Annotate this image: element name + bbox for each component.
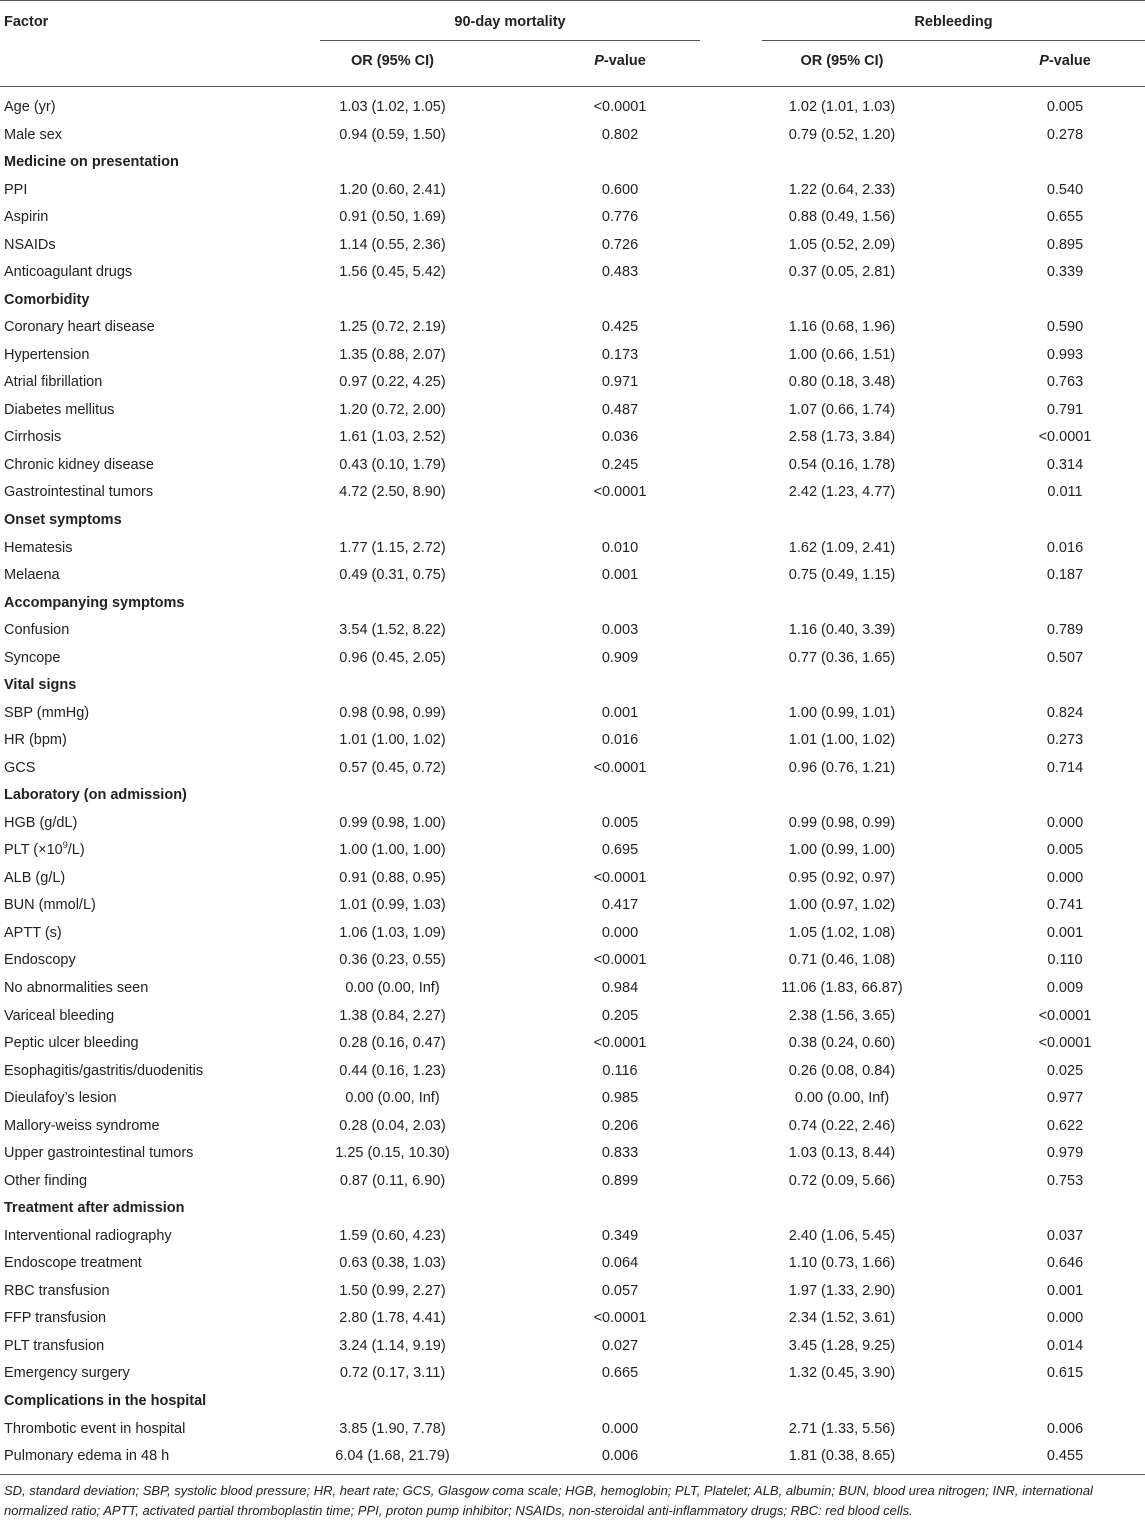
mortality-p-cell: 0.802	[601, 126, 639, 143]
mortality-p-cell: 0.726	[601, 236, 639, 253]
factor-cell: PPI	[4, 181, 28, 198]
rebleeding-or-cell: 3.45 (1.28, 9.25)	[788, 1337, 896, 1354]
mortality-or-cell: 3.24 (1.14, 9.19)	[339, 1337, 446, 1354]
factor-superscript: 9	[62, 840, 68, 851]
rebleeding-or-cell: 0.00 (0.00, Inf)	[794, 1090, 890, 1107]
table-row	[0, 1140, 1145, 1168]
rebleeding-p-cell: 0.014	[1046, 1337, 1084, 1354]
rebleeding-or-cell: 0.74 (0.22, 2.46)	[788, 1117, 896, 1134]
factor-cell: No abnormalities seen	[4, 980, 149, 996]
mortality-or-cell: 1.25 (0.15, 10.30)	[335, 1145, 450, 1162]
section-title: Laboratory (on admission)	[4, 787, 187, 804]
rebleeding-or-cell: 1.00 (0.99, 1.00)	[788, 842, 896, 859]
rebleeding-p-cell: 0.187	[1046, 567, 1084, 584]
rebleeding-or-cell: 0.79 (0.52, 1.20)	[788, 126, 896, 143]
factor-cell: Diabetes mellitus	[4, 401, 115, 418]
table-row	[0, 535, 1145, 563]
rebleeding-p-cell: 0.824	[1046, 704, 1084, 721]
rebleeding-or-cell: 1.62 (1.09, 2.41)	[788, 539, 896, 556]
mortality-or-cell: 3.85 (1.90, 7.78)	[339, 1420, 446, 1437]
rebleeding-p-cell: 0.655	[1046, 209, 1084, 226]
rebleeding-or-cell: 0.80 (0.18, 3.48)	[788, 374, 896, 391]
rebleeding-or-cell: 1.05 (0.52, 2.09)	[788, 236, 896, 253]
table-row	[0, 177, 1145, 205]
rebleeding-p-cell: 0.993	[1046, 346, 1084, 363]
table-row	[0, 975, 1145, 1003]
section-title: Accompanying symptoms	[4, 594, 185, 611]
rebleeding-p-cell: 0.646	[1046, 1255, 1084, 1272]
header-p-rest: -value	[1048, 53, 1091, 69]
mortality-or-cell: 0.28 (0.04, 2.03)	[339, 1117, 446, 1134]
mortality-or-cell: 0.57 (0.45, 0.72)	[339, 759, 446, 776]
header-bottom-rule	[0, 86, 1145, 87]
mortality-or-cell: 1.01 (1.00, 1.02)	[339, 732, 446, 749]
mortality-p-cell: 0.665	[601, 1365, 639, 1382]
factor-cell: Age (yr)	[4, 99, 56, 115]
rebleeding-p-cell: 0.009	[1046, 980, 1084, 996]
mortality-or-cell: 4.72 (2.50, 8.90)	[339, 484, 446, 501]
mortality-or-cell: 0.63 (0.38, 1.03)	[339, 1255, 446, 1272]
rebleeding-or-cell: 0.38 (0.24, 0.60)	[788, 1035, 896, 1052]
mortality-or-cell: 1.77 (1.15, 2.72)	[339, 539, 446, 556]
mortality-p-cell: 0.016	[601, 732, 639, 749]
mortality-p-cell: 0.425	[601, 319, 639, 336]
mortality-p-cell: <0.0001	[593, 1310, 647, 1327]
table-row	[0, 369, 1145, 397]
rebleeding-p-cell: 0.714	[1046, 759, 1084, 776]
factor-cell: FFP transfusion	[4, 1310, 107, 1327]
mortality-p-cell: 0.245	[601, 456, 639, 473]
table-row	[0, 837, 1145, 865]
mortality-or-cell: 1.06 (1.03, 1.09)	[339, 924, 446, 941]
mortality-or-cell: 0.43 (0.10, 1.79)	[339, 456, 446, 473]
table-row	[0, 1223, 1145, 1251]
rebleeding-p-cell: 0.741	[1046, 897, 1084, 914]
table-row	[0, 562, 1145, 590]
section-title: Comorbidity	[4, 291, 90, 308]
factor-cell: Atrial fibrillation	[4, 374, 103, 391]
factor-cell: Syncope	[4, 649, 61, 666]
table-row	[0, 1058, 1145, 1086]
table-row	[0, 892, 1145, 920]
mortality-or-cell: 0.49 (0.31, 0.75)	[339, 567, 446, 584]
section-row	[0, 287, 1145, 315]
rebleeding-or-cell: 2.34 (1.52, 3.61)	[788, 1310, 896, 1327]
factor-cell: HGB (g/dL)	[4, 814, 78, 831]
factor-cell: APTT (s)	[4, 924, 62, 941]
mortality-p-cell: <0.0001	[593, 952, 647, 969]
rebleeding-p-cell: 0.615	[1046, 1365, 1084, 1382]
rebleeding-p-cell: <0.0001	[1038, 1007, 1092, 1024]
rebleeding-or-cell: 1.16 (0.68, 1.96)	[788, 319, 896, 336]
rebleeding-or-cell: 2.42 (1.23, 4.77)	[788, 484, 896, 501]
table-header-columns	[0, 40, 1145, 86]
mortality-p-cell: 0.776	[601, 209, 639, 226]
table-row	[0, 259, 1145, 287]
mortality-or-cell: 0.00 (0.00, Inf)	[345, 1090, 440, 1107]
mortality-or-cell: 0.28 (0.16, 0.47)	[339, 1035, 446, 1052]
table-row	[0, 342, 1145, 370]
table-row	[0, 947, 1145, 975]
mortality-p-cell: 0.984	[601, 980, 639, 996]
mortality-or-cell: 0.98 (0.98, 0.99)	[339, 704, 446, 721]
rebleeding-or-cell: 0.54 (0.16, 1.78)	[788, 456, 896, 473]
mortality-p-cell: 0.487	[601, 401, 639, 418]
table-row	[0, 397, 1145, 425]
section-row	[0, 507, 1145, 535]
mortality-p-cell: <0.0001	[593, 484, 647, 501]
factor-cell: Mallory-weiss syndrome	[4, 1117, 160, 1134]
factor-cell: Endoscopy	[4, 952, 76, 969]
rebleeding-p-cell: 0.005	[1046, 842, 1084, 859]
rebleeding-or-cell: 1.97 (1.33, 2.90)	[788, 1282, 896, 1299]
table-row	[0, 204, 1145, 232]
mortality-p-cell: 0.116	[602, 1062, 638, 1079]
rebleeding-or-cell: 1.00 (0.66, 1.51)	[788, 346, 896, 363]
rebleeding-p-cell: <0.0001	[1038, 429, 1092, 446]
section-title: Treatment after admission	[4, 1200, 185, 1217]
rebleeding-or-cell: 1.10 (0.73, 1.66)	[788, 1255, 896, 1272]
table-row	[0, 1333, 1145, 1361]
rebleeding-or-cell: 2.71 (1.33, 5.56)	[788, 1420, 896, 1437]
mortality-or-cell: 0.91 (0.50, 1.69)	[339, 209, 446, 226]
rebleeding-p-cell: 0.001	[1046, 1282, 1084, 1299]
factor-cell: Hematesis	[4, 539, 73, 556]
table-row	[0, 424, 1145, 452]
table-row	[0, 645, 1145, 673]
mortality-p-cell: <0.0001	[593, 869, 647, 886]
table-row	[0, 1443, 1145, 1471]
rebleeding-p-cell: 0.278	[1046, 126, 1084, 143]
rebleeding-p-cell: 0.895	[1046, 236, 1084, 253]
mortality-or-cell: 1.50 (0.99, 2.27)	[339, 1282, 446, 1299]
factor-cell: Thrombotic event in hospital	[4, 1420, 186, 1437]
table-row	[0, 122, 1145, 150]
mortality-or-cell: 0.72 (0.17, 3.11)	[339, 1365, 446, 1382]
mortality-or-cell: 1.14 (0.55, 2.36)	[339, 236, 446, 253]
rebleeding-or-cell: 0.99 (0.98, 0.99)	[788, 814, 896, 831]
rebleeding-or-cell: 2.40 (1.06, 5.45)	[788, 1227, 896, 1244]
rebleeding-p-cell: 0.753	[1046, 1172, 1084, 1189]
rebleeding-or-cell: 1.32 (0.45, 3.90)	[788, 1365, 896, 1382]
table-header-groups	[0, 0, 1145, 40]
header-group-rebleeding: Rebleeding	[914, 14, 993, 30]
factor-cell: PLT transfusion	[4, 1337, 105, 1354]
factor-cell: Anticoagulant drugs	[4, 264, 133, 281]
rebleeding-p-cell: 0.763	[1046, 374, 1084, 391]
rebleeding-p-cell: 0.037	[1046, 1227, 1084, 1244]
factor-cell: Other finding	[4, 1172, 88, 1189]
factor-cell: HR (bpm)	[4, 732, 67, 749]
rebleeding-p-cell: 0.025	[1046, 1062, 1084, 1079]
rebleeding-p-cell: 0.110	[1047, 952, 1083, 969]
section-row	[0, 1388, 1145, 1416]
rebleeding-or-cell: 2.38 (1.56, 3.65)	[788, 1007, 896, 1024]
header-rebleeding-p	[985, 53, 1145, 69]
mortality-or-cell: 1.35 (0.88, 2.07)	[339, 346, 446, 363]
mortality-or-cell: 0.44 (0.16, 1.23)	[339, 1062, 446, 1079]
mortality-or-cell: 0.87 (0.11, 6.90)	[339, 1172, 446, 1189]
rebleeding-p-cell: 0.000	[1046, 1310, 1084, 1327]
rebleeding-or-cell: 1.01 (1.00, 1.02)	[788, 732, 896, 749]
rebleeding-or-cell: 0.71 (0.46, 1.08)	[788, 952, 896, 969]
factor-cell: Chronic kidney disease	[4, 456, 154, 473]
rebleeding-p-cell: 0.791	[1046, 401, 1084, 418]
mortality-p-cell: 0.001	[601, 567, 639, 584]
factor-cell	[4, 837, 85, 865]
mortality-p-cell: 0.001	[601, 704, 639, 721]
rebleeding-or-cell: 1.16 (0.40, 3.39)	[788, 622, 896, 639]
table-row	[0, 727, 1145, 755]
mortality-or-cell: 0.97 (0.22, 4.25)	[339, 374, 446, 391]
table-row	[0, 314, 1145, 342]
factor-cell: Aspirin	[4, 209, 49, 226]
mortality-or-cell: 0.99 (0.98, 1.00)	[339, 814, 446, 831]
mortality-p-cell: 0.064	[601, 1255, 639, 1272]
mortality-or-cell: 3.54 (1.52, 8.22)	[339, 622, 446, 639]
table-row	[0, 1360, 1145, 1388]
mortality-p-cell: 0.173	[601, 346, 639, 363]
rebleeding-p-cell: 0.590	[1046, 319, 1084, 336]
rebleeding-p-cell: 0.622	[1046, 1117, 1084, 1134]
rebleeding-or-cell: 0.88 (0.49, 1.56)	[788, 209, 896, 226]
rebleeding-or-cell: 11.06 (1.83, 66.87)	[781, 980, 903, 996]
section-row	[0, 672, 1145, 700]
mortality-p-cell: 0.417	[601, 897, 639, 914]
rebleeding-or-cell: 0.95 (0.92, 0.97)	[788, 869, 896, 886]
mortality-p-cell: 0.600	[601, 181, 639, 198]
rebleeding-p-cell: 0.314	[1046, 456, 1084, 473]
factor-cell: Hypertension	[4, 346, 90, 363]
rebleeding-p-cell: 0.977	[1046, 1090, 1084, 1107]
factor-cell: Cirrhosis	[4, 429, 62, 446]
mortality-or-cell: 1.01 (0.99, 1.03)	[339, 897, 446, 914]
table-footnote: SD, standard deviation; SBP, systolic blood pressure; HR, heart rate; GCS, Glasgow coma scale; HGB, hemoglobin; PLT, Platelet; ALB, albumin; BUN, blood urea nitrogen; INR, international normalized ratio; APTT, activated partial thromboplastin time; PPI, proton pump inhibitor; NSAIDs, non-steroidal anti-inflammatory drugs; RBC: red blood cells.	[4, 1483, 1093, 1518]
mortality-or-cell: 0.36 (0.23, 0.55)	[339, 952, 446, 969]
factor-cell: Dieulafoy’s lesion	[4, 1090, 117, 1107]
mortality-or-cell: 0.91 (0.88, 0.95)	[339, 869, 446, 886]
factor-cell: Gastrointestinal tumors	[4, 484, 154, 501]
mortality-or-cell: 1.61 (1.03, 2.52)	[339, 429, 446, 446]
rebleeding-or-cell: 1.02 (1.01, 1.03)	[788, 99, 896, 115]
factor-cell: Peptic ulcer bleeding	[4, 1035, 139, 1052]
mortality-p-cell: 0.003	[601, 622, 639, 639]
mortality-p-cell: 0.985	[601, 1090, 639, 1107]
mortality-p-cell: 0.206	[601, 1117, 639, 1134]
header-p-rest: -value	[603, 53, 646, 69]
mortality-p-cell: 0.010	[601, 539, 639, 556]
mortality-or-cell: 6.04 (1.68, 21.79)	[335, 1448, 450, 1465]
mortality-p-cell: 0.027	[601, 1337, 639, 1354]
mortality-or-cell: 1.38 (0.84, 2.27)	[339, 1007, 446, 1024]
rebleeding-or-cell: 0.37 (0.05, 2.81)	[788, 264, 896, 281]
table-row	[0, 232, 1145, 260]
rebleeding-p-cell: 0.540	[1046, 181, 1084, 198]
rebleeding-or-cell: 1.00 (0.99, 1.01)	[788, 704, 896, 721]
table-row	[0, 755, 1145, 783]
rebleeding-p-cell: 0.979	[1046, 1145, 1084, 1162]
mortality-or-cell: 1.03 (1.02, 1.05)	[339, 99, 446, 115]
mortality-or-cell: 1.25 (0.72, 2.19)	[339, 319, 446, 336]
header-p-italic: P	[594, 53, 604, 69]
rebleeding-or-cell: 0.96 (0.76, 1.21)	[788, 759, 896, 776]
mortality-or-cell: 1.59 (0.60, 4.23)	[339, 1227, 446, 1244]
header-group-mortality: 90-day mortality	[454, 14, 566, 30]
header-mortality-or: OR (95% CI)	[351, 53, 434, 69]
mortality-p-cell: 0.483	[601, 264, 639, 281]
table-row	[0, 1416, 1145, 1444]
section-row	[0, 590, 1145, 618]
mortality-p-cell: 0.005	[601, 814, 639, 831]
mortality-p-cell: 0.349	[601, 1227, 639, 1244]
factor-cell: Variceal bleeding	[4, 1007, 115, 1024]
mortality-p-cell: 0.000	[601, 924, 639, 941]
factor-cell: Esophagitis/gastritis/duodenitis	[4, 1062, 204, 1079]
table-row	[0, 617, 1145, 645]
rebleeding-or-cell: 1.03 (0.13, 8.44)	[788, 1145, 896, 1162]
rebleeding-p-cell: 0.455	[1046, 1448, 1084, 1465]
mortality-p-cell: 0.006	[601, 1448, 639, 1465]
factor-cell: Male sex	[4, 126, 63, 143]
rebleeding-p-cell: 0.339	[1046, 264, 1084, 281]
rebleeding-p-cell: 0.789	[1046, 622, 1084, 639]
table-row	[0, 1250, 1145, 1278]
table-row	[0, 1168, 1145, 1196]
table-row	[0, 810, 1145, 838]
factor-cell: Interventional radiography	[4, 1227, 172, 1244]
factor-cell: RBC transfusion	[4, 1282, 110, 1299]
rebleeding-p-cell: 0.507	[1046, 649, 1084, 666]
mortality-p-cell: <0.0001	[593, 759, 647, 776]
factor-cell: Melaena	[4, 567, 60, 584]
table-body	[0, 94, 1145, 1471]
table-row	[0, 1305, 1145, 1333]
rebleeding-or-cell: 2.58 (1.73, 3.84)	[788, 429, 896, 446]
rebleeding-or-cell: 1.00 (0.97, 1.02)	[788, 897, 896, 914]
factor-cell: Upper gastrointestinal tumors	[4, 1145, 194, 1162]
rebleeding-or-cell: 1.07 (0.66, 1.74)	[788, 401, 896, 418]
factor-text: /L)	[67, 842, 85, 859]
mortality-or-cell: 2.80 (1.78, 4.41)	[339, 1310, 446, 1327]
factor-text: PLT (×10	[4, 842, 63, 859]
rebleeding-or-cell: 0.77 (0.36, 1.65)	[788, 649, 896, 666]
section-title: Onset symptoms	[4, 511, 122, 528]
rebleeding-p-cell: 0.000	[1046, 814, 1084, 831]
factor-cell: Emergency surgery	[4, 1365, 130, 1382]
rebleeding-or-cell: 1.05 (1.02, 1.08)	[788, 924, 896, 941]
table-row	[0, 1030, 1145, 1058]
rebleeding-or-cell: 1.22 (0.64, 2.33)	[788, 181, 896, 198]
table-bottom-rule	[0, 1474, 1145, 1475]
table-row	[0, 1003, 1145, 1031]
factor-cell: SBP (mmHg)	[4, 704, 90, 721]
rebleeding-or-cell: 1.81 (0.38, 8.65)	[788, 1448, 896, 1465]
mortality-p-cell: 0.036	[601, 429, 639, 446]
rebleeding-p-cell: <0.0001	[1038, 1035, 1092, 1052]
table-row	[0, 1278, 1145, 1306]
table-row	[0, 479, 1145, 507]
factor-cell: Endoscope treatment	[4, 1255, 142, 1272]
rebleeding-or-cell: 0.26 (0.08, 0.84)	[788, 1062, 896, 1079]
mortality-or-cell: 1.20 (0.60, 2.41)	[339, 181, 446, 198]
table-row	[0, 865, 1145, 893]
mortality-or-cell: 1.56 (0.45, 5.42)	[339, 264, 446, 281]
section-title: Vital signs	[4, 677, 77, 694]
rebleeding-p-cell: 0.011	[1047, 484, 1083, 501]
rebleeding-p-cell: 0.006	[1046, 1420, 1084, 1437]
table-row	[0, 1113, 1145, 1141]
rebleeding-p-cell: 0.016	[1046, 539, 1084, 556]
mortality-p-cell: 0.899	[601, 1172, 639, 1189]
rebleeding-p-cell: 0.005	[1046, 99, 1084, 115]
rebleeding-p-cell: 0.000	[1046, 869, 1084, 886]
section-title: Medicine on presentation	[4, 154, 179, 171]
mortality-p-cell: 0.909	[601, 649, 639, 666]
factor-cell: NSAIDs	[4, 236, 56, 253]
mortality-or-cell: 0.94 (0.59, 1.50)	[339, 126, 446, 143]
mortality-p-cell: <0.0001	[593, 1035, 647, 1052]
table-row	[0, 920, 1145, 948]
mortality-p-cell: 0.695	[601, 842, 639, 859]
section-row	[0, 782, 1145, 810]
factor-cell: Coronary heart disease	[4, 319, 155, 336]
factor-cell: GCS	[4, 759, 36, 776]
header-factor: Factor	[4, 14, 49, 30]
section-title: Complications in the hospital	[4, 1392, 207, 1409]
table-row	[0, 1085, 1145, 1113]
header-rebleeding-or: OR (95% CI)	[800, 53, 884, 69]
factor-cell: Confusion	[4, 622, 70, 639]
mortality-p-cell: 0.971	[601, 374, 639, 391]
mortality-p-cell: 0.057	[601, 1282, 639, 1299]
mortality-or-cell: 1.00 (1.00, 1.00)	[339, 842, 446, 859]
section-row	[0, 1195, 1145, 1223]
header-p-italic: P	[1039, 53, 1049, 69]
mortality-or-cell: 0.00 (0.00, Inf)	[345, 980, 440, 996]
mortality-p-cell: <0.0001	[593, 99, 647, 115]
rebleeding-or-cell: 0.72 (0.09, 5.66)	[788, 1172, 896, 1189]
rebleeding-or-cell: 0.75 (0.49, 1.15)	[788, 567, 896, 584]
mortality-or-cell: 0.96 (0.45, 2.05)	[339, 649, 446, 666]
table-row	[0, 700, 1145, 728]
factor-cell: BUN (mmol/L)	[4, 897, 96, 914]
rebleeding-p-cell: 0.001	[1046, 924, 1084, 941]
rebleeding-p-cell: 0.273	[1046, 732, 1084, 749]
table-row	[0, 452, 1145, 480]
factor-cell: ALB (g/L)	[4, 869, 66, 886]
section-row	[0, 149, 1145, 177]
mortality-p-cell: 0.833	[601, 1145, 639, 1162]
mortality-p-cell: 0.000	[601, 1420, 639, 1437]
header-mortality-p	[540, 53, 700, 69]
factor-cell: Pulmonary edema in 48 h	[4, 1448, 170, 1465]
mortality-p-cell: 0.205	[601, 1007, 639, 1024]
table-row	[0, 94, 1145, 122]
mortality-or-cell: 1.20 (0.72, 2.00)	[339, 401, 446, 418]
